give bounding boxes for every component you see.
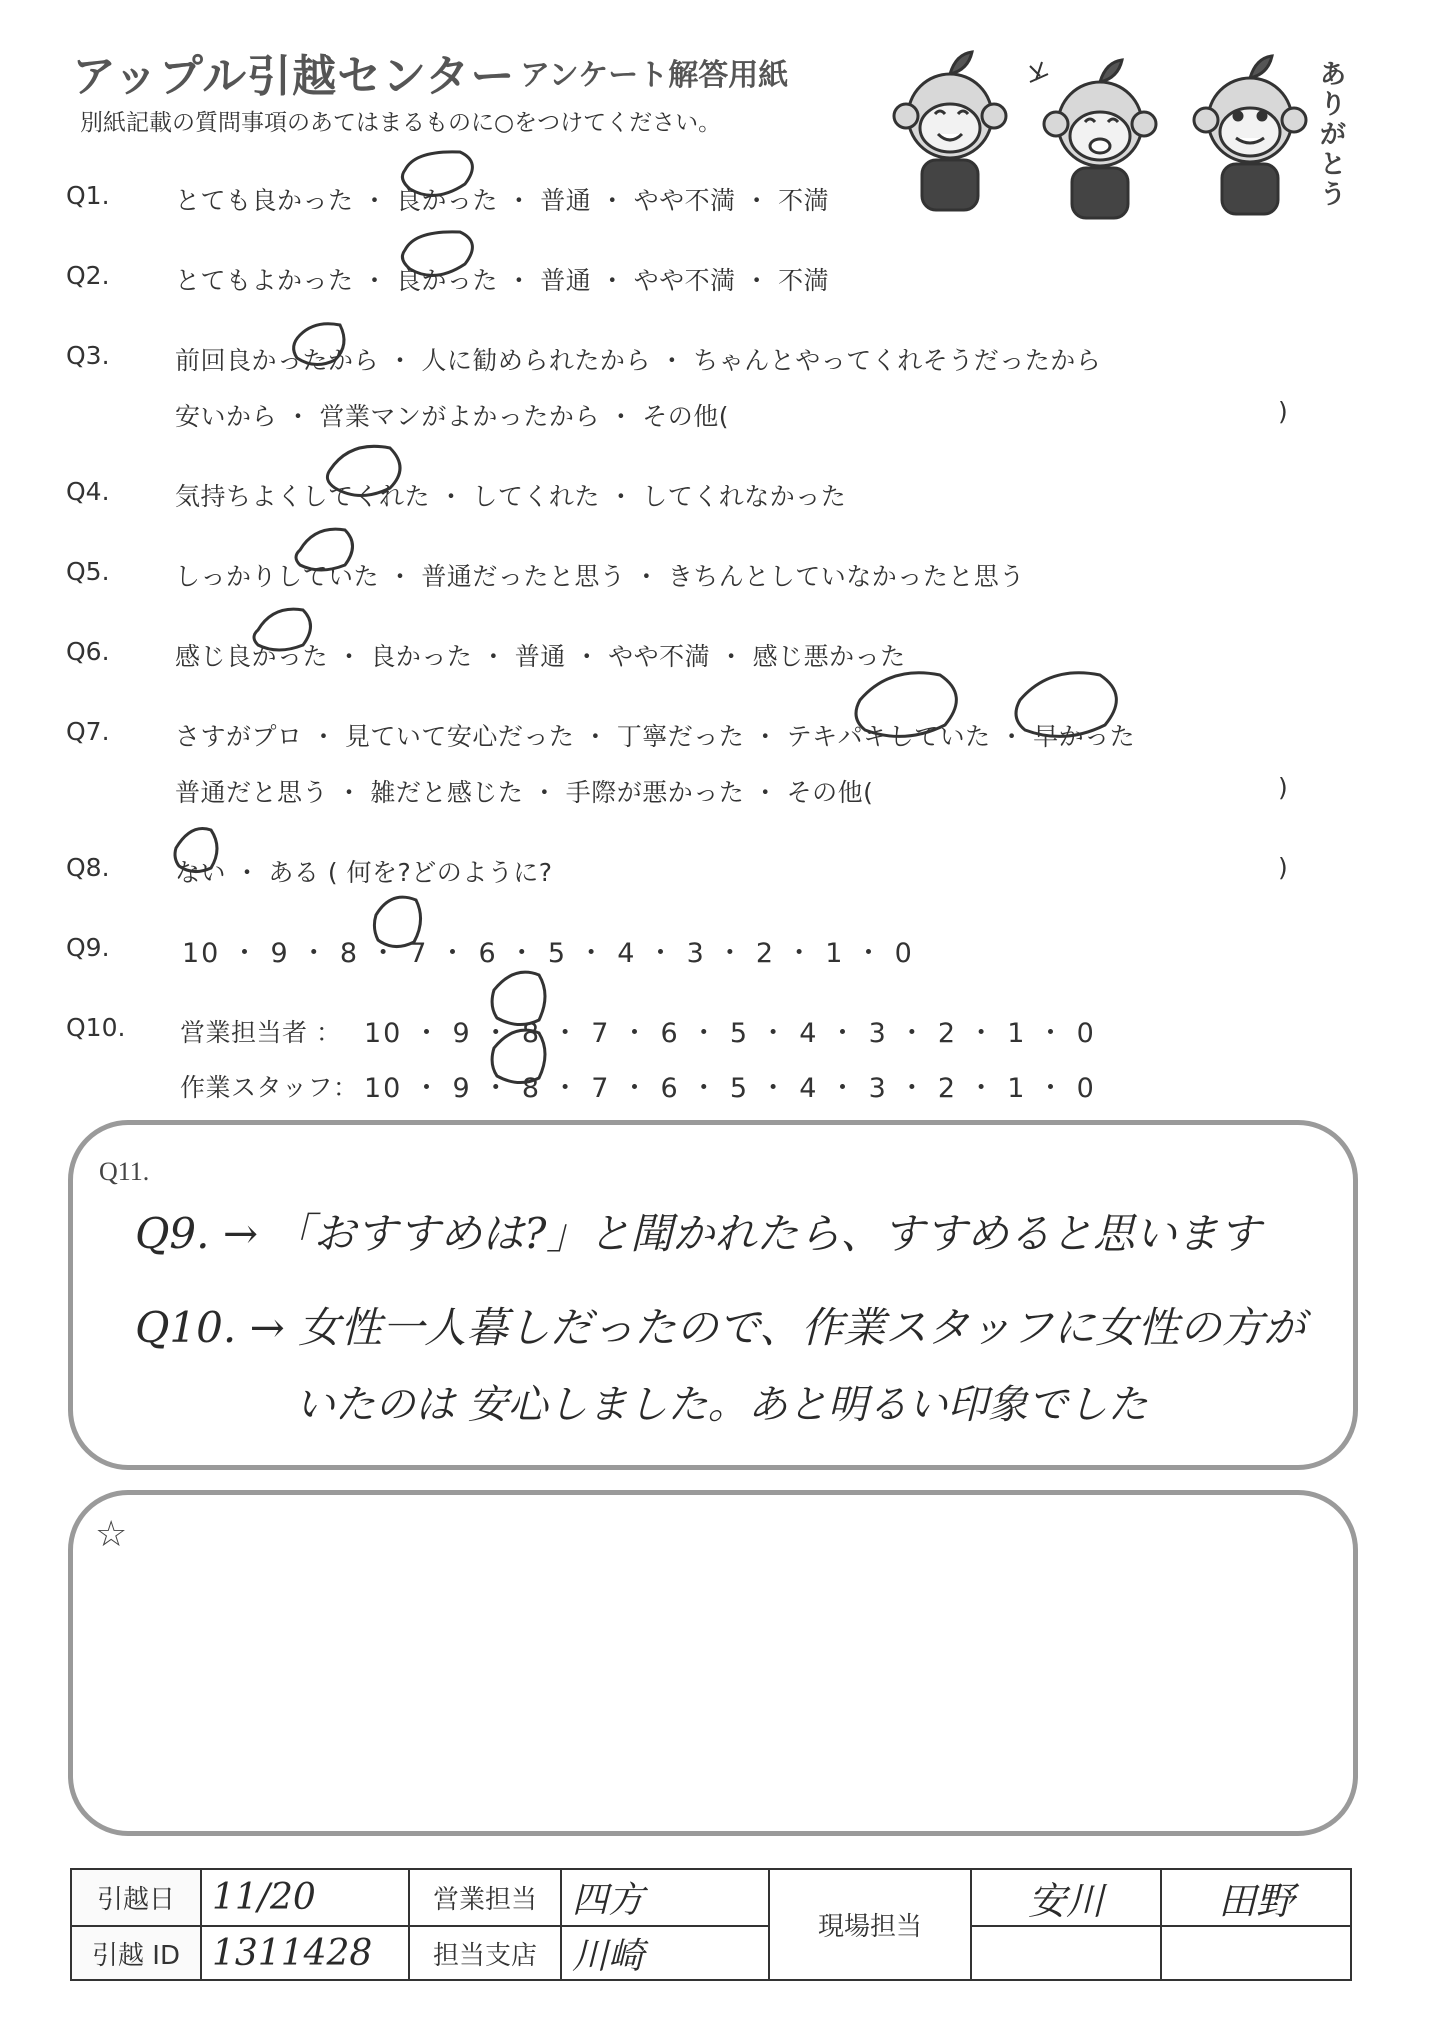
q10-sales-name: 営業担当者 ： [180, 1018, 342, 1047]
q4-options: 気持ちよくしてくれた ・ してくれた ・ してくれなかった [175, 482, 847, 511]
move-id-label: 引越 ID [71, 1926, 201, 1980]
monkey-middle-icon [1044, 60, 1156, 218]
form-subtitle: アンケート解答用紙 [520, 58, 789, 93]
q10-staff-scale: 10 ・ 9 ・ 8 ・ 7 ・ 6 ・ 5 ・ 4 ・ 3 ・ 2 ・ 1 ・ 0 [364, 1073, 1096, 1104]
q10-sales-scale: 10 ・ 9 ・ 8 ・ 7 ・ 6 ・ 5 ・ 4 ・ 3 ・ 2 ・ 1 ・ 0 [364, 1018, 1096, 1049]
q2-label: Q2. [66, 261, 110, 290]
q6-label: Q6. [66, 637, 110, 666]
q3-options-line2: 安いから ・ 営業マンがよかったから ・ その他( [175, 402, 730, 431]
q9-label: Q9. [66, 933, 110, 962]
site-staff-2: 田野 [1161, 1869, 1351, 1926]
q3-close-paren: ) [1278, 397, 1288, 426]
brand-title: アップル引越センター [72, 51, 516, 102]
move-date-value: 11/20 [201, 1869, 409, 1926]
q11-comment-line1: Q9. → 「おすすめは?」と聞かれたら、すすめると思います [135, 1209, 1261, 1258]
site-staff-empty-2 [1161, 1926, 1351, 1980]
instruction-text: 別紙記載の質問事項のあてはまるものに○をつけてください。 [80, 110, 722, 136]
q11-label: Q11. [99, 1157, 150, 1186]
branch-value: 川崎 [561, 1926, 769, 1980]
branch-label: 担当支店 [409, 1926, 561, 1980]
q1-options: とても良かった ・ 良かった ・ 普通 ・ やや不満 ・ 不満 [175, 186, 830, 215]
q11-comment-line3: いたのは 安心しました。あと明るい印象でした [295, 1382, 1148, 1428]
star-comment-box [68, 1490, 1358, 1836]
q6-options: 感じ良かった ・ 良かった ・ 普通 ・ やや不満 ・ 感じ悪かった [175, 642, 906, 671]
q7-options-line1: さすがプロ ・ 見ていて安心だった ・ 丁寧だった ・ テキパキしていた ・ 早かった [175, 722, 1136, 751]
monkey-right-icon [1194, 56, 1306, 214]
move-info-table [70, 1868, 1352, 1981]
move-id-value: 1311428 [201, 1926, 409, 1980]
q11-comment-line2: Q10. → 女性一人暮しだったので、作業スタッフに女性の方が [135, 1303, 1306, 1352]
q2-options: とてもよかった ・ 良かった ・ 普通 ・ やや不満 ・ 不満 [175, 266, 830, 295]
site-staff-1: 安川 [971, 1869, 1161, 1926]
move-date-label: 引越日 [71, 1869, 201, 1926]
monkey-left-icon [894, 52, 1006, 210]
sales-rep-value: 四方 [561, 1869, 769, 1926]
site-staff-label: 現場担当 [769, 1869, 971, 1980]
q9-scale: 10 ・ 9 ・ 8 ・ 7 ・ 6 ・ 5 ・ 4 ・ 3 ・ 2 ・ 1 ・ 0 [182, 938, 914, 969]
sales-rep-label: 営業担当 [409, 1869, 561, 1926]
q7-close-paren: ) [1278, 773, 1288, 802]
q10-staff-name: 作業スタッフ： [180, 1073, 359, 1102]
q5-label: Q5. [66, 557, 110, 586]
q1-label: Q1. [66, 181, 110, 210]
thanks-text: ありがとう [1320, 60, 1347, 210]
star-icon: ☆ [95, 1514, 128, 1554]
q5-options: しっかりしていた ・ 普通だったと思う ・ きちんとしていなかったと思う [175, 562, 1025, 591]
q3-label: Q3. [66, 341, 110, 370]
q7-label: Q7. [66, 717, 110, 746]
q4-label: Q4. [66, 477, 110, 506]
q3-options-line1: 前回良かったから ・ 人に勧められたから ・ ちゃんとやってくれそうだったから [175, 346, 1102, 375]
monkey-mascots-illustration [880, 36, 1350, 226]
q10-label: Q10. [66, 1013, 126, 1042]
q8-options: ない ・ ある ( 何を?どのように? [175, 858, 553, 887]
q7-options-line2: 普通だと思う ・ 雑だと感じた ・ 手際が悪かった ・ その他( [175, 778, 874, 807]
q8-label: Q8. [66, 853, 110, 882]
q11-comment-box [68, 1120, 1358, 1470]
site-staff-empty-1 [971, 1926, 1161, 1980]
q8-close-paren: ) [1278, 853, 1288, 882]
